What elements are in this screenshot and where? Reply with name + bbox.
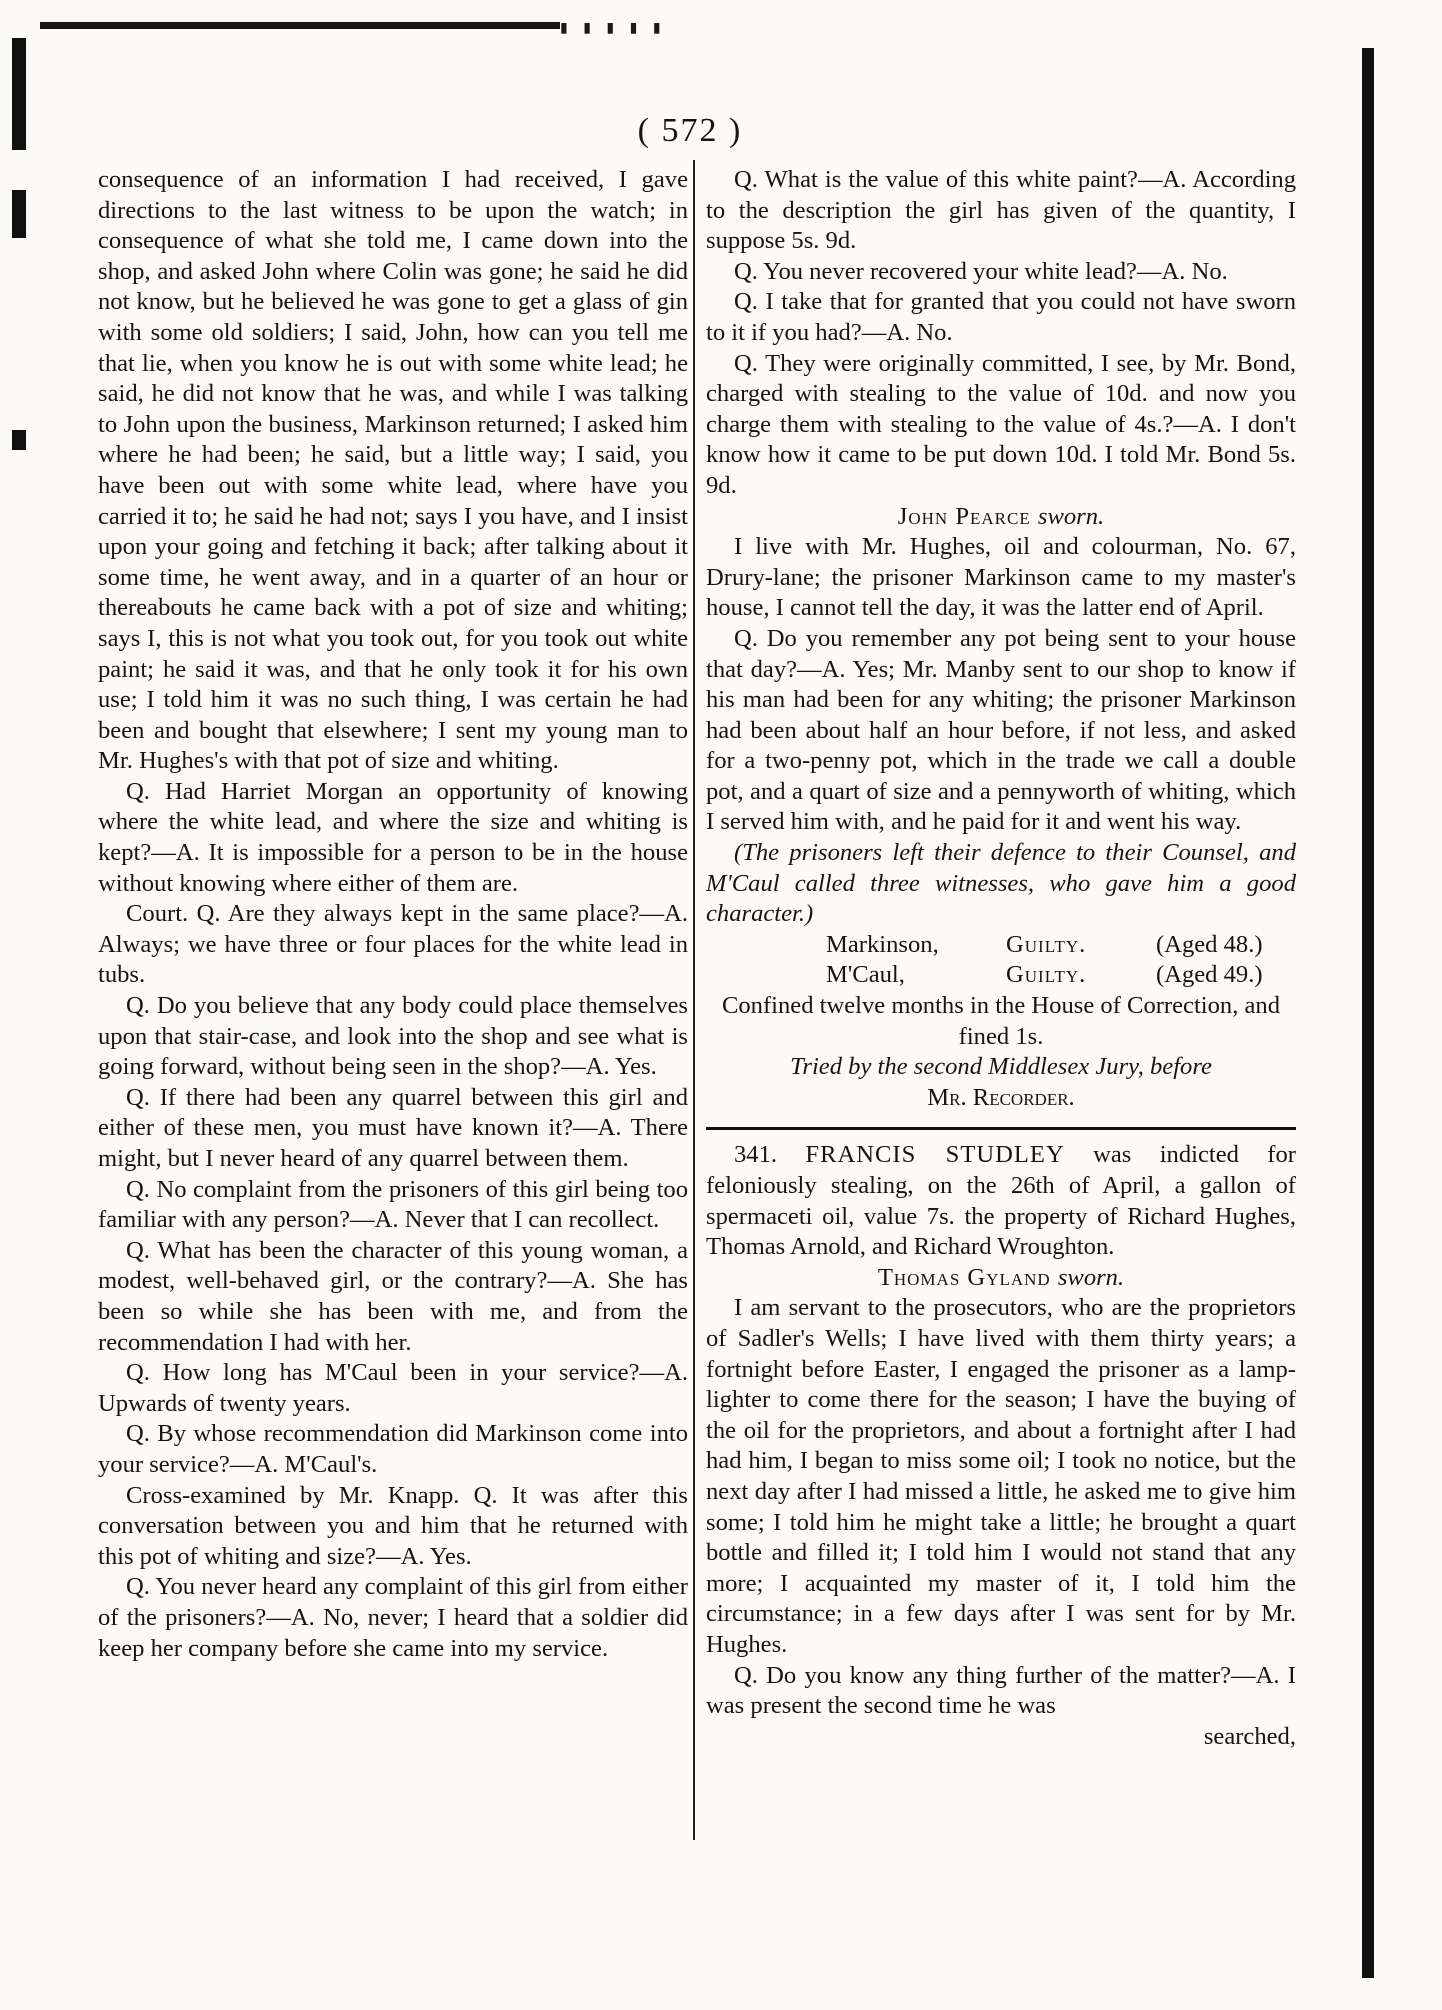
prisoner-age: (Aged 49.) xyxy=(1156,961,1263,989)
witness-name: John Pearce xyxy=(897,502,1031,530)
defence-note: (The prisoners left their defence to their Counsel, and M'Caul called three witnesses, who gave him a good character.) xyxy=(706,839,1296,928)
case-separator xyxy=(706,1127,1296,1130)
right-column xyxy=(706,165,1296,1752)
case-defendant: FRANCIS STUDLEY xyxy=(805,1141,1065,1169)
paragraph: Q. How long has M'Caul been in your service?—A. Upwards of twenty years. xyxy=(98,1359,688,1417)
column-divider xyxy=(693,160,695,1840)
paragraph: Court. Q. Are they always kept in the same place?—A. Always; we have three or four places for the white lead in tubs. xyxy=(98,900,688,989)
case-number: 341. xyxy=(734,1141,778,1169)
paragraph: Q. You never recovered your white lead?—A. No. xyxy=(734,257,1228,285)
paragraph: Q. If there had been any quarrel between this girl and either of these men, you must have known it?—A. There might, but I never heard of any quarrel between them. xyxy=(98,1083,688,1172)
case-text: was indicted for feloniously stealing, on the 26th of April, a gallon of spermaceti oil, value 7s. the property of Richard Hughes, Thomas Arnold, and Richard Wroughton. xyxy=(706,1141,1296,1261)
verdict-line xyxy=(706,960,1296,991)
paragraph: consequence of an information I had received, I gave directions to the last witness to be upon the watch; in consequence of what she told me, I came down into the shop, and asked John where Colin was gone; he said he did not know, but he believed he was gone to get a glass of gin with some old soldiers; I said, John, how can you tell me that lie, when you know he is out with some white lead; he said, he did not know that he was, and while I was talking to John upon the business, Markinson returned; I asked him where he had been; he said, but a little way; I said, you have been out with some white lead, where have you carried it to; he said he had not; says I you have, and I insist upon your going and fetching it back; after talking about it some time, he went away, and in a quarter of an hour or thereabouts he came back with a pot of size and whiting; says I, this is not what you took out, for you took out white paint; he said it was, and that he only took it for his own use; I told him it was no such thing, I was certain he had been and bought that elsewhere; I sent my young man to Mr. Hughes's with that pot of size and whiting. xyxy=(98,166,688,775)
top-rule xyxy=(40,22,560,29)
tried-by: Tried by the second Middlesex Jury, before xyxy=(790,1053,1212,1081)
left-column xyxy=(98,165,688,1664)
witness-name: Thomas Gyland xyxy=(877,1263,1051,1291)
sentence: Confined twelve months in the House of Correction, and fined 1s. xyxy=(721,992,1281,1050)
paragraph: Q. I take that for granted that you could not have sworn to it if you had?—A. No. xyxy=(706,288,1296,346)
prisoner-name: Markinson, xyxy=(826,930,939,958)
paragraph: Q. Had Harriet Morgan an opportunity of knowing where the white lead, and where the size and whiting is kept?—A. It is impossible for a person to be in the house without knowing where either of them are. xyxy=(98,777,688,897)
sworn-label: sworn. xyxy=(1037,502,1105,530)
sworn-label: sworn. xyxy=(1057,1263,1125,1291)
prisoner-name: M'Caul, xyxy=(826,961,905,989)
verdict-result: Guilty. xyxy=(1006,961,1087,989)
prisoner-age: (Aged 48.) xyxy=(1156,930,1263,958)
case-intro xyxy=(706,1140,1296,1262)
paragraph: Q. They were originally committed, I see, by Mr. Bond, charged with stealing to the value of 10d. and now you charge them with stealing to the value of 4s.?—A. I don't know how it came to be put down 10d. I told Mr. Bond 5s. 9d. xyxy=(706,349,1296,499)
paragraph: Q. Do you believe that any body could place themselves upon that stair-case, and look into the shop and see what is going forward, without being seen in the shop?—A. Yes. xyxy=(98,992,688,1081)
paragraph: Q. By whose recommendation did Markinson come into your service?—A. M'Caul's. xyxy=(98,1420,688,1478)
catchword: searched, xyxy=(1203,1722,1296,1750)
left-edge-mark xyxy=(12,430,26,450)
paragraph: Q. What is the value of this white paint?—A. According to the description the girl has given of the quantity, I suppose 5s. 9d. xyxy=(706,166,1296,255)
judge: Mr. Recorder. xyxy=(927,1083,1075,1111)
left-edge-mark xyxy=(12,190,26,238)
paragraph: I live with Mr. Hughes, oil and colourman, No. 67, Drury-lane; the prisoner Markinson came to my master's house, I cannot tell the day, it was the latter end of April. xyxy=(706,533,1296,622)
left-edge-mark xyxy=(12,38,26,150)
verdict-result: Guilty. xyxy=(1006,930,1087,958)
witness-heading xyxy=(706,1263,1296,1294)
verdict-line xyxy=(706,930,1296,961)
right-edge-bar xyxy=(1362,48,1374,1978)
top-rule-marks: ▮ ▮ ▮ ▮ ▮ xyxy=(560,21,667,36)
paragraph: Q. What has been the character of this young woman, a modest, well-behaved girl, or the contrary?—A. She has been so while she has been with me, and from the recommendation I had with her. xyxy=(98,1236,688,1356)
paragraph: Q. No complaint from the prisoners of this girl being too familiar with any person?—A. Never that I can recollect. xyxy=(98,1175,688,1234)
paragraph: Cross-examined by Mr. Knapp. Q. It was after this conversation between you and him that he returned with this pot of whiting and size?—A. Yes. xyxy=(98,1481,688,1570)
page-number: ( 572 ) xyxy=(637,112,743,149)
paragraph: Q. Do you remember any pot being sent to your house that day?—A. Yes; Mr. Manby sent to our shop to know if his man had been for any whiting; the prisoner Markinson had been about half an hour before, if not less, and asked for a two-penny pot, which in the trade we call a double pot, and a quart of size and a pennyworth of whiting, which I served him with, and he paid for it and went his way. xyxy=(706,624,1296,836)
paragraph: Q. Do you know any thing further of the matter?—A. I was present the second time he was xyxy=(706,1661,1296,1720)
witness-heading xyxy=(706,502,1296,533)
paragraph: Q. You never heard any complaint of this girl from either of the prisoners?—A. No, never; I heard that a soldier did keep her company before she came into my service. xyxy=(98,1573,688,1662)
paragraph: I am servant to the prosecutors, who are the proprietors of Sadler's Wells; I have lived with them thirty years; a fortnight before Easter, I engaged the prisoner as a lamp-lighter to come there for the season; I have the buying of the oil for the proprietors, and about a fortnight after I had had him, I began to miss some oil; I took no notice, but the next day after I had missed a little, he asked me to give him some; I told him he might take a little; he brought a quart bottle and filled it; I told him I would not stand that any more; I acquainted my master of it, I told him the circumstance; in a few days after I was sent for by Mr. Hughes. xyxy=(706,1294,1296,1658)
